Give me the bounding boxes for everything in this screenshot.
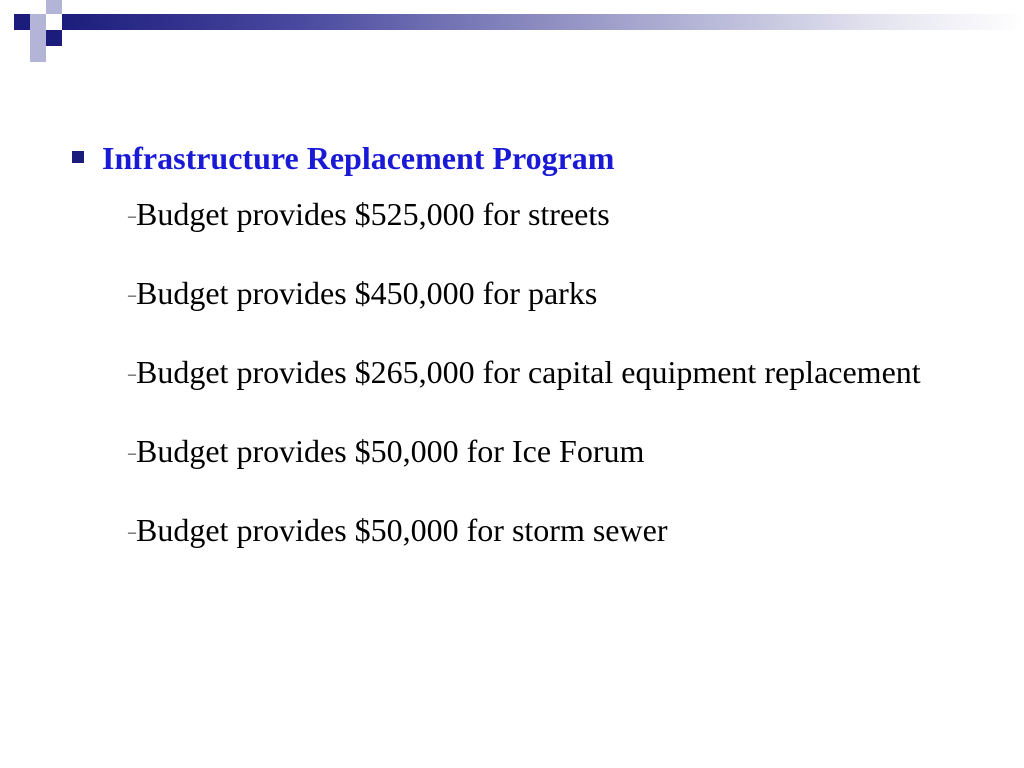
list-item xyxy=(128,192,952,243)
list-item xyxy=(128,429,952,480)
dash-bullet: – xyxy=(128,366,136,383)
header-square-decoration xyxy=(14,14,30,30)
slide-content xyxy=(72,138,952,587)
list-item-text: Budget provides $50,000 for Ice Forum xyxy=(136,433,645,469)
list-item-text: Budget provides $50,000 for storm sewer xyxy=(136,512,668,548)
list-item xyxy=(128,508,952,559)
dash-bullet: – xyxy=(128,208,136,225)
sub-bullet-list xyxy=(72,192,952,559)
header-square-decoration xyxy=(46,30,62,46)
header-square-decoration xyxy=(30,14,46,30)
list-item-text: Budget provides $265,000 for capital equipment replacement xyxy=(136,354,921,390)
list-item xyxy=(128,350,952,401)
list-item xyxy=(128,271,952,322)
list-item-text: Budget provides $525,000 for streets xyxy=(136,196,610,232)
main-bullet xyxy=(72,138,952,178)
header-square-decoration xyxy=(46,0,62,14)
dash-bullet: – xyxy=(128,287,136,304)
dash-bullet: – xyxy=(128,445,136,462)
header-square-decoration xyxy=(30,46,46,62)
list-item-text: Budget provides $450,000 for parks xyxy=(136,275,598,311)
header-square-decoration xyxy=(30,30,46,46)
slide-heading: Infrastructure Replacement Program xyxy=(102,140,615,176)
dash-bullet: – xyxy=(128,524,136,541)
square-bullet-icon xyxy=(72,151,84,163)
header-gradient-bar xyxy=(62,14,1024,30)
